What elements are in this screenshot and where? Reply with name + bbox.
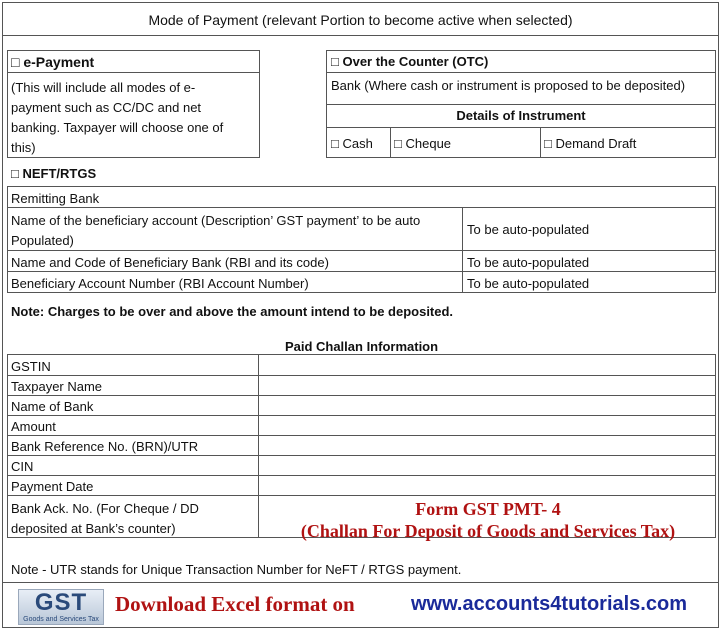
otc-checkbox[interactable]: □ bbox=[331, 54, 339, 69]
challan-row-taxpayer-name: Taxpayer Name bbox=[11, 379, 103, 394]
challan-divider-5 bbox=[7, 455, 716, 456]
otc-divider-2 bbox=[326, 104, 716, 105]
download-text: Download Excel format on bbox=[115, 592, 355, 616]
neft-label: NEFT/RTGS bbox=[22, 166, 97, 181]
neft-row-divider-3 bbox=[7, 271, 716, 272]
website-link[interactable]: www.accounts4tutorials.com bbox=[411, 593, 687, 615]
gst-logo-text: GST bbox=[34, 589, 88, 616]
epayment-title[interactable] bbox=[8, 52, 258, 72]
cash-label: Cash bbox=[342, 136, 373, 151]
header-divider bbox=[2, 35, 719, 36]
cheque-checkbox[interactable]: □ bbox=[394, 136, 402, 151]
challan-row-bank-ack: Bank Ack. No. (For Cheque / DD deposited at Bank’s counter) bbox=[11, 501, 199, 536]
form-title-line2: (Challan For Deposit of Goods and Services Tax) bbox=[300, 521, 676, 541]
challan-row-brn: Bank Reference No. (BRN)/UTR bbox=[11, 439, 199, 454]
challan-row-bank-name: Name of Bank bbox=[11, 399, 94, 414]
challan-row-payment-date: Payment Date bbox=[11, 479, 94, 494]
epayment-label: e-Payment bbox=[23, 54, 95, 70]
beneficiary-account-label: Name of the beneficiary account (Description’ GST payment’ to be auto Populated) bbox=[11, 213, 421, 248]
neft-checkbox[interactable]: □ bbox=[11, 166, 19, 181]
challan-title: Paid Challan Information bbox=[284, 339, 439, 354]
challan-row-gstin: GSTIN bbox=[11, 359, 51, 374]
otc-bank: Bank (Where cash or instrument is proposed to be deposited) bbox=[331, 78, 686, 93]
beneficiary-account-value: To be auto-populated bbox=[467, 222, 590, 237]
option-cash[interactable] bbox=[328, 134, 388, 154]
footer-divider bbox=[2, 582, 719, 583]
charges-note: Note: Charges to be over and above the amount intend to be deposited. bbox=[11, 304, 454, 319]
otc-title[interactable] bbox=[328, 52, 708, 72]
instrument-details-title: Details of Instrument bbox=[456, 108, 586, 123]
utr-note: Note - UTR stands for Unique Transaction Number for NeFT / RTGS payment. bbox=[11, 562, 462, 577]
otc-divider-1 bbox=[326, 72, 716, 73]
gst-logo-subtext: Goods and Services Tax bbox=[23, 616, 99, 623]
cheque-label: Cheque bbox=[405, 136, 452, 151]
otc-divider-3 bbox=[326, 127, 716, 128]
dd-label: Demand Draft bbox=[555, 136, 637, 151]
beneficiary-account-number-value: To be auto-populated bbox=[467, 276, 590, 291]
neft-row-divider-2 bbox=[7, 250, 716, 251]
challan-col-divider bbox=[258, 354, 259, 538]
challan-divider-6 bbox=[7, 475, 716, 476]
challan-row-amount: Amount bbox=[11, 419, 56, 434]
option-cheque[interactable] bbox=[391, 134, 537, 154]
challan-divider-2 bbox=[7, 395, 716, 396]
challan-divider-1 bbox=[7, 375, 716, 376]
otc-label: Over the Counter (OTC) bbox=[342, 54, 489, 69]
epayment-title-divider bbox=[7, 72, 260, 73]
challan-divider-3 bbox=[7, 415, 716, 416]
page-title: Mode of Payment (relevant Portion to become active when selected) bbox=[148, 12, 573, 28]
option-demand-draft[interactable] bbox=[541, 134, 711, 154]
remitting-bank-label: Remitting Bank bbox=[11, 191, 100, 206]
cash-checkbox[interactable]: □ bbox=[331, 136, 339, 151]
beneficiary-bank-label: Name and Code of Beneficiary Bank (RBI and its code) bbox=[11, 255, 329, 270]
epayment-checkbox[interactable]: □ bbox=[11, 54, 20, 70]
challan-row-cin: CIN bbox=[11, 459, 34, 474]
neft-title[interactable] bbox=[8, 164, 308, 184]
challan-divider-4 bbox=[7, 435, 716, 436]
dd-checkbox[interactable]: □ bbox=[544, 136, 552, 151]
epayment-description: (This will include all modes of e-payment such as CC/DC and net banking. Taxpayer will choose one of this) bbox=[11, 80, 224, 155]
gst-logo bbox=[18, 589, 104, 625]
neft-row-divider-1 bbox=[7, 207, 716, 208]
beneficiary-account-number-label: Beneficiary Account Number (RBI Account Number) bbox=[11, 276, 309, 291]
form-title-line1: Form GST PMT- 4 bbox=[415, 499, 561, 519]
beneficiary-bank-value: To be auto-populated bbox=[467, 255, 590, 270]
